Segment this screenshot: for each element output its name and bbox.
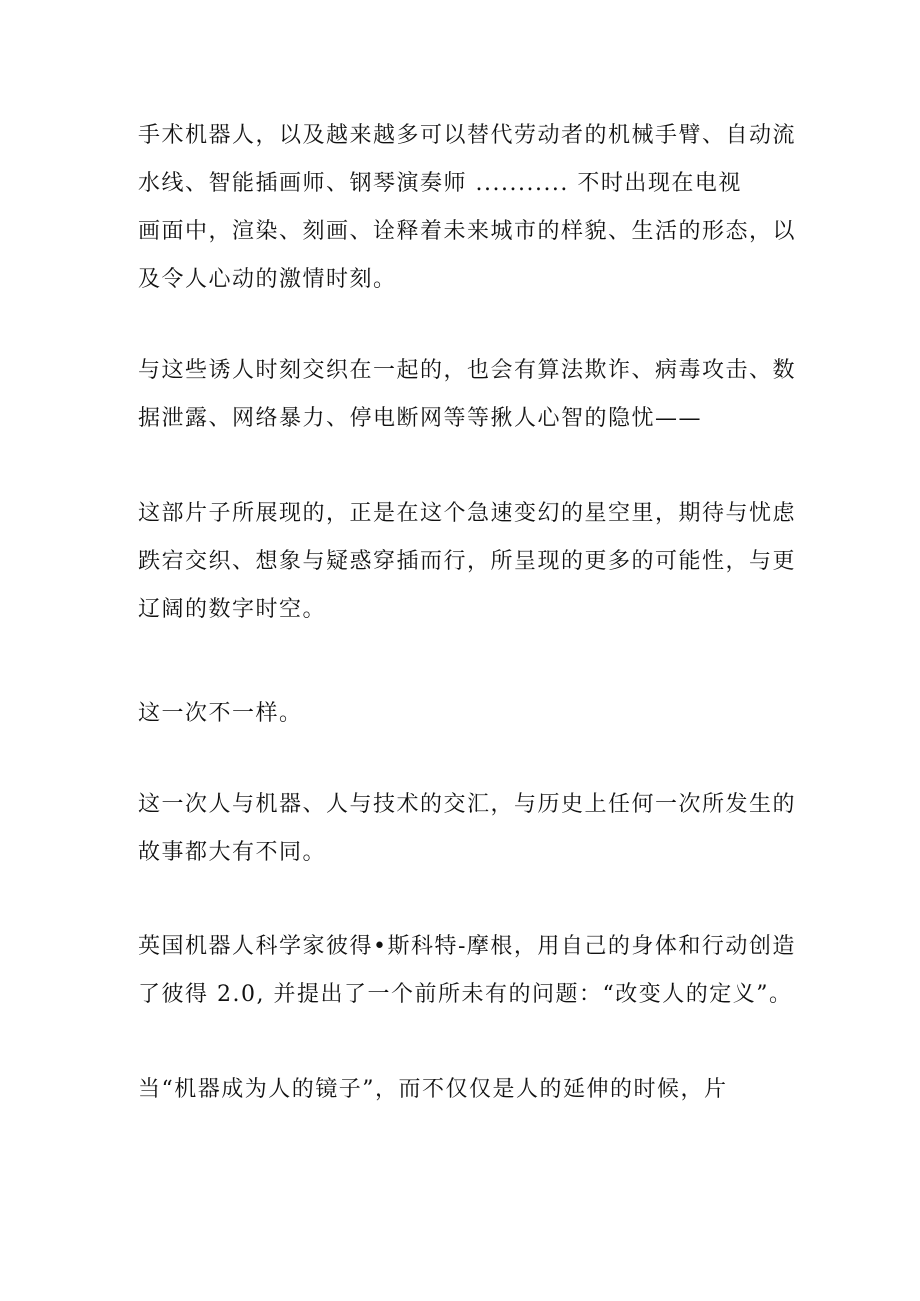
- text-line: 这一次人与机器、人与技术的交汇，与历史上任何一次所发生的: [138, 792, 797, 817]
- text-line: 画面中，渲染、刻画、诠释着未来城市的样貌、生活的形态，以: [138, 219, 797, 244]
- paragraph-worries: [138, 347, 798, 443]
- paragraph-human-machine: [138, 781, 798, 877]
- paragraph-peter-scott-morgan: [138, 923, 798, 1019]
- text-line: 英国机器人科学家彼得•斯科特-摩根，用自己的身体和行动创造: [138, 934, 796, 959]
- text-line: 当“机器成为人的镜子”，而不仅仅是人的延伸的时候，片: [138, 1077, 728, 1102]
- paragraph-robots: [138, 112, 798, 304]
- text-line: 据泄露、网络暴力、停电断网等等揪人心智的隐忧——: [138, 406, 703, 431]
- text-line: 手术机器人，以及越来越多可以替代劳动者的机械手臂、自动流: [138, 123, 797, 148]
- text-line: 跌宕交织、想象与疑惑穿插而行，所呈现的更多的可能性，与更: [138, 549, 797, 574]
- text-line: 这一次不一样。: [138, 701, 303, 726]
- text-line: 了彼得 2.0, 并提出了一个前所未有的问题：“改变人的定义”。: [138, 982, 793, 1007]
- text-line: 故事都大有不同。: [138, 840, 327, 865]
- text-line: 这部片子所展现的，正是在这个急速变幻的星空里，期待与忧虑: [138, 501, 797, 526]
- paragraph-machine-mirror: [138, 1066, 798, 1114]
- paragraph-this-time-different: [138, 690, 798, 738]
- text-line: 辽阔的数字时空。: [138, 597, 327, 622]
- paragraph-film-presents: [138, 490, 798, 634]
- text-line: 与这些诱人时刻交织在一起的，也会有算法欺诈、病毒攻击、数: [138, 358, 797, 383]
- text-line: 及令人心动的激情时刻。: [138, 267, 397, 292]
- text-line: 水线、智能插画师、钢琴演奏师 ........... 不时出现在电视: [138, 171, 742, 196]
